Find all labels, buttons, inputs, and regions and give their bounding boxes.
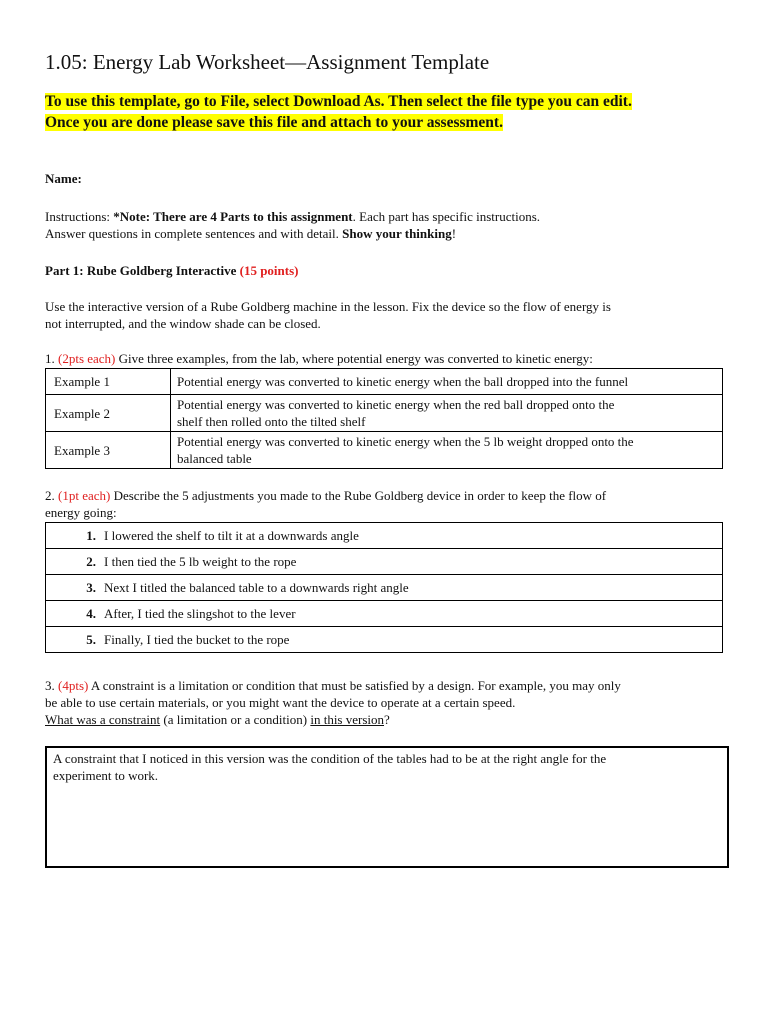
table-row — [46, 432, 723, 469]
example-answer[interactable] — [171, 395, 723, 432]
example-label: Example 3 — [46, 432, 171, 469]
example-answer[interactable] — [171, 369, 723, 395]
adjustment-cell[interactable] — [46, 549, 723, 575]
example-answer-line1: Potential energy was converted to kinetic energy when the 5 lb weight dropped onto the — [177, 434, 634, 449]
q3-points: (4pts) — [58, 678, 89, 693]
part1-title: Part 1: Rube Goldberg Interactive — [45, 263, 237, 278]
adjustment-number: 5. — [86, 632, 96, 647]
adjustment-text: Next I titled the balanced table to a downwards right angle — [104, 580, 409, 595]
adjustment-cell[interactable] — [46, 575, 723, 601]
q3-question-part1: What was a constraint — [45, 712, 161, 727]
instructions-line2: Answer questions in complete sentences and with detail. — [45, 226, 343, 241]
q2-prompt — [45, 487, 606, 521]
q3-number: 3. — [45, 678, 58, 693]
q3-question-part3: in this version — [310, 712, 385, 727]
q3-question-part2: (a limitation or a condition) — [160, 712, 311, 727]
q2-text-line1: Describe the 5 adjustments you made to the Rube Goldberg device in order to keep the flow of — [110, 488, 607, 503]
adjustment-text: I then tied the 5 lb weight to the rope — [104, 554, 297, 569]
q2-adjustments-table — [45, 522, 723, 653]
q2-number: 2. — [45, 488, 58, 503]
adjustment-text: Finally, I tied the bucket to the rope — [104, 632, 290, 647]
table-row — [46, 523, 723, 549]
instructions-show-thinking: Show your thinking — [342, 226, 452, 241]
adjustment-number: 3. — [86, 580, 96, 595]
adjustment-text: I lowered the shelf to tilt it at a downwards angle — [104, 528, 359, 543]
adjustment-number: 1. — [86, 528, 96, 543]
example-answer-line1: Potential energy was converted to kinetic energy when the red ball dropped onto the — [177, 397, 615, 412]
template-instructions-highlight — [45, 91, 632, 133]
q2-points: (1pt each) — [58, 488, 111, 503]
q3-prompt — [45, 677, 621, 728]
q3-answer-box[interactable] — [45, 746, 729, 868]
instructions-block — [45, 208, 540, 242]
adjustment-cell[interactable] — [46, 523, 723, 549]
q1-examples-table — [45, 368, 723, 469]
page-title: 1.05: Energy Lab Worksheet—Assignment Template — [45, 50, 490, 74]
part1-intro-line1: Use the interactive version of a Rube Goldberg machine in the lesson. Fix the device so the flow of energy is — [45, 299, 611, 314]
q1-number: 1. — [45, 351, 58, 366]
table-row — [46, 575, 723, 601]
instructions-prefix: Instructions: — [45, 209, 114, 224]
example-answer[interactable] — [171, 432, 723, 469]
part1-intro — [45, 298, 611, 332]
part1-heading — [45, 262, 298, 279]
q1-text: Give three examples, from the lab, where potential energy was converted to kinetic energy: — [115, 351, 593, 366]
q3-answer-line2: experiment to work. — [53, 768, 159, 783]
example-answer-line2: balanced table — [177, 451, 252, 466]
highlight-line-2: Once you are done please save this file and attach to your assessment. — [45, 114, 503, 131]
table-row — [46, 627, 723, 653]
q1-points: (2pts each) — [58, 351, 116, 366]
table-row — [46, 549, 723, 575]
q3-text-line2: be able to use certain materials, or you might want the device to operate at a certain speed. — [45, 695, 516, 710]
q1-prompt — [45, 350, 593, 367]
table-row — [46, 601, 723, 627]
q3-answer-line1: A constraint that I noticed in this version was the condition of the tables had to be at the right angle for the — [53, 751, 607, 766]
adjustment-number: 4. — [86, 606, 96, 621]
example-label: Example 2 — [46, 395, 171, 432]
name-label: Name: — [45, 171, 82, 186]
example-answer-line1: Potential energy was converted to kinetic energy when the ball dropped into the funnel — [177, 374, 629, 389]
adjustment-number: 2. — [86, 554, 96, 569]
q3-question-part4: ? — [384, 712, 390, 727]
part1-intro-line2: not interrupted, and the window shade can be closed. — [45, 316, 321, 331]
adjustment-text: After, I tied the slingshot to the lever — [104, 606, 296, 621]
instructions-line2-end: ! — [451, 226, 457, 241]
adjustment-cell[interactable] — [46, 601, 723, 627]
highlight-line-1: To use this template, go to File, select Download As. Then select the file type you can edit. — [45, 93, 632, 110]
q3-text-line1: A constraint is a limitation or condition that must be satisfied by a design. For example, you may only — [88, 678, 621, 693]
instructions-rest: . Each part has specific instructions. — [352, 209, 540, 224]
example-label: Example 1 — [46, 369, 171, 395]
adjustment-cell[interactable] — [46, 627, 723, 653]
example-answer-line2: shelf then rolled onto the tilted shelf — [177, 414, 366, 429]
instructions-note: *Note: There are 4 Parts to this assignment — [113, 209, 353, 224]
table-row — [46, 369, 723, 395]
q2-text-line2: energy going: — [45, 505, 117, 520]
table-row — [46, 395, 723, 432]
part1-points: (15 points) — [239, 263, 299, 278]
